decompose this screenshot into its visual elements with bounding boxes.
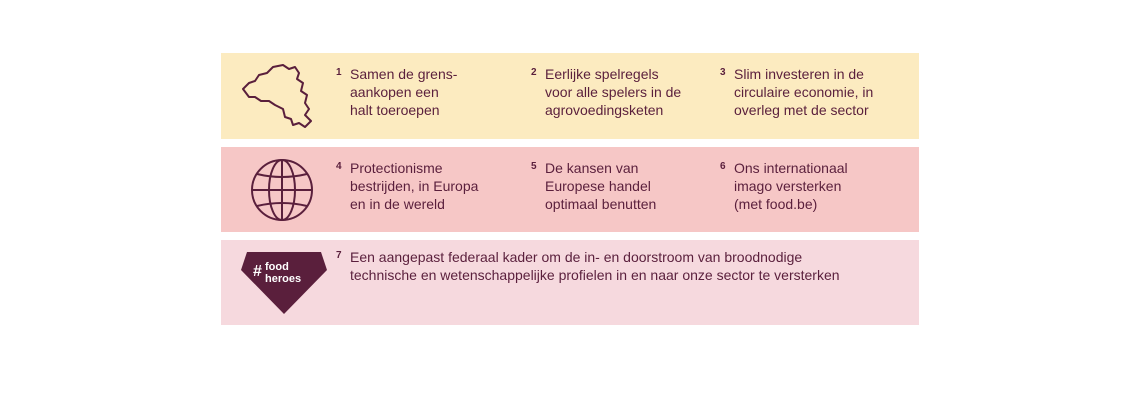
priority-row-1 <box>221 53 919 139</box>
svg-text:food: food <box>265 261 289 273</box>
item-number: 5 <box>531 161 537 172</box>
item-text: Slim investeren in de circulaire economie, in overleg met de sector <box>734 66 874 118</box>
globe-icon <box>249 157 315 228</box>
item-text: Een aangepast federaal kader om de in- en doorstroom van broodnodige technische en wetenschappelijke profielen in en naar onze sector te versterken <box>350 249 840 283</box>
svg-text:heroes: heroes <box>265 273 302 285</box>
item-text: Eerlijke spelregels voor alle spelers in de agrovoedingsketen <box>545 66 682 118</box>
item-number: 2 <box>531 67 537 78</box>
food-heroes-badge-icon <box>239 248 329 321</box>
item-text: Protectionisme bestrijden, in Europa en in de wereld <box>350 160 479 212</box>
item-text: Ons internationaal imago versterken (met food.be) <box>734 160 848 212</box>
belgium-map-icon <box>239 61 319 136</box>
item-number: 4 <box>336 161 342 172</box>
item-number: 7 <box>336 250 342 261</box>
item-text: Samen de grens- aankopen een halt toeroepen <box>350 66 458 118</box>
priority-row-3 <box>221 240 919 325</box>
priority-row-2 <box>221 147 919 232</box>
item-text: De kansen van Europese handel optimaal benutten <box>545 160 657 212</box>
item-number: 6 <box>720 161 726 172</box>
item-number: 1 <box>336 67 342 78</box>
item-number: 3 <box>720 67 726 78</box>
svg-text:#: # <box>253 263 262 280</box>
